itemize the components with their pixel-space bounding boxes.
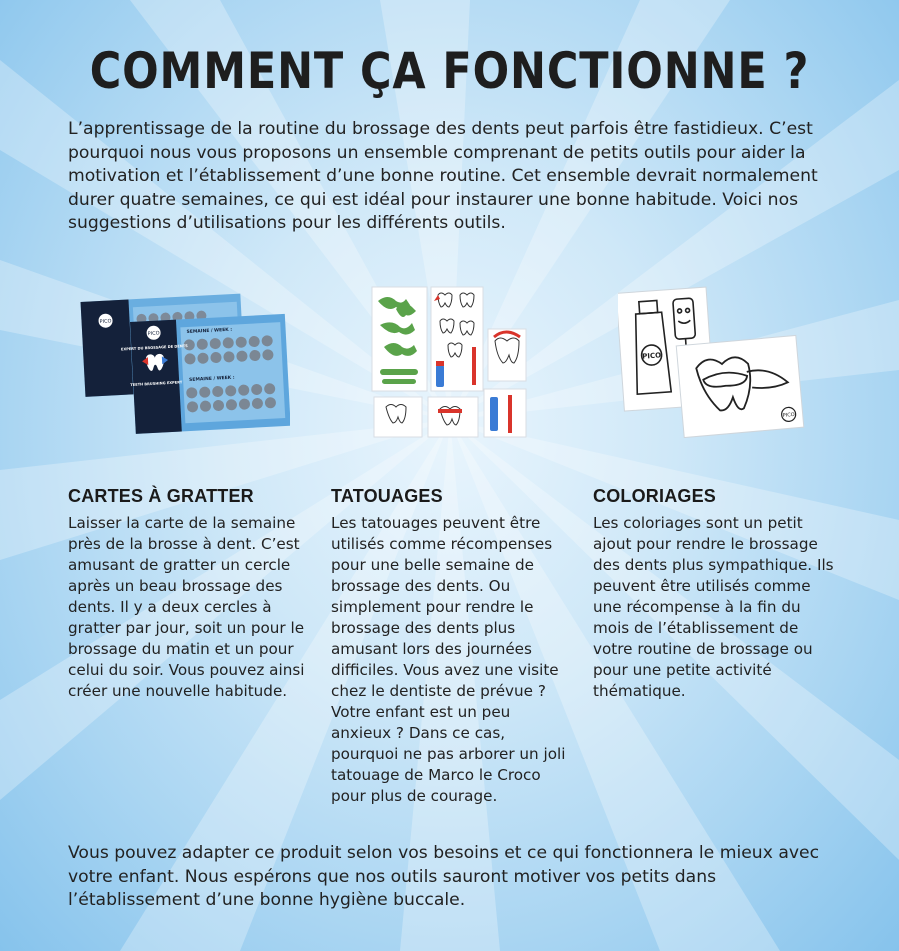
section-heading: TATOUAGES [331, 486, 443, 506]
coloring-brand-stamp: PICO [782, 411, 795, 419]
card-subtitle-text: TEETH BRUSHING EXPERT [130, 380, 183, 388]
section-coloring [593, 486, 835, 702]
page-title: COMMENT ÇA FONCTIONNE ? [89, 42, 810, 100]
week-label: SEMAINE / WEEK : [186, 327, 233, 336]
section-heading: COLORIAGES [593, 486, 717, 506]
coloring-pages-illustration [618, 282, 810, 438]
outro-paragraph: Vous pouvez adapter ce produit selon vos besoins et ce qui fonctionnera le mieux avec votre enfant. Nous espérons que nos outils sauront motiver vos petits dans l’établissement d’une bonne hygiène buccale. [68, 843, 820, 910]
section-heading: CARTES À GRATTER [68, 486, 254, 506]
section-scratch-cards [68, 486, 310, 702]
section-body: Les tatouages peuvent être utilisés comme récompenses pour une belle semaine de brossage des dents. Ou simplement pour rendre le brossage des dents plus amusant lors des journées difficiles. Vous avez une visite chez le dentiste de prévue ? Votre enfant est un peu anxieux ? Dans ce cas, pourquoi ne pas arborer un joli tatouage de Marco le Croco pour plus de courage. [331, 514, 566, 805]
card-brand-text: PICO [99, 318, 112, 326]
coloring-brand-text: PICO [641, 351, 662, 361]
card-brand-text-2: PICO [147, 330, 160, 338]
week-label-2: SEMAINE / WEEK : [189, 375, 235, 383]
section-tattoos [331, 486, 573, 807]
card-title-text: EXPERT DU BROSSAGE DE DENTS [120, 344, 188, 352]
tattoos-illustration [368, 285, 530, 440]
scratch-cards-illustration [78, 288, 290, 438]
section-body: Laisser la carte de la semaine près de la brosse à dent. C’est amusant de gratter un cercle après un beau brossage des dents. Il y a deux cercles à gratter par jour, soit un pour le brossage du matin et un pour celui du soir. Vous pouvez ainsi créer une nouvelle habitude. [68, 514, 305, 700]
intro-paragraph: L’apprentissage de la routine du brossage des dents peut parfois être fastidieux. C’est pourquoi nous vous proposons un ensemble comprenant de petits outils pour aider la motivation et l’établissement d’une bonne routine. Cet ensemble devrait normalement durer quatre semaines, ce qui est idéal pour instaurer une bonne habitude. Voici nos suggestions d’utilisations pour les différents outils. [68, 119, 818, 233]
section-body: Les coloriages sont un petit ajout pour rendre le brossage des dents plus sympathique. Ils peuvent être utilisés comme une récompense à la fin du mois de l’établissement de votre routine de brossage ou pour une petite activité thématique. [593, 514, 834, 700]
